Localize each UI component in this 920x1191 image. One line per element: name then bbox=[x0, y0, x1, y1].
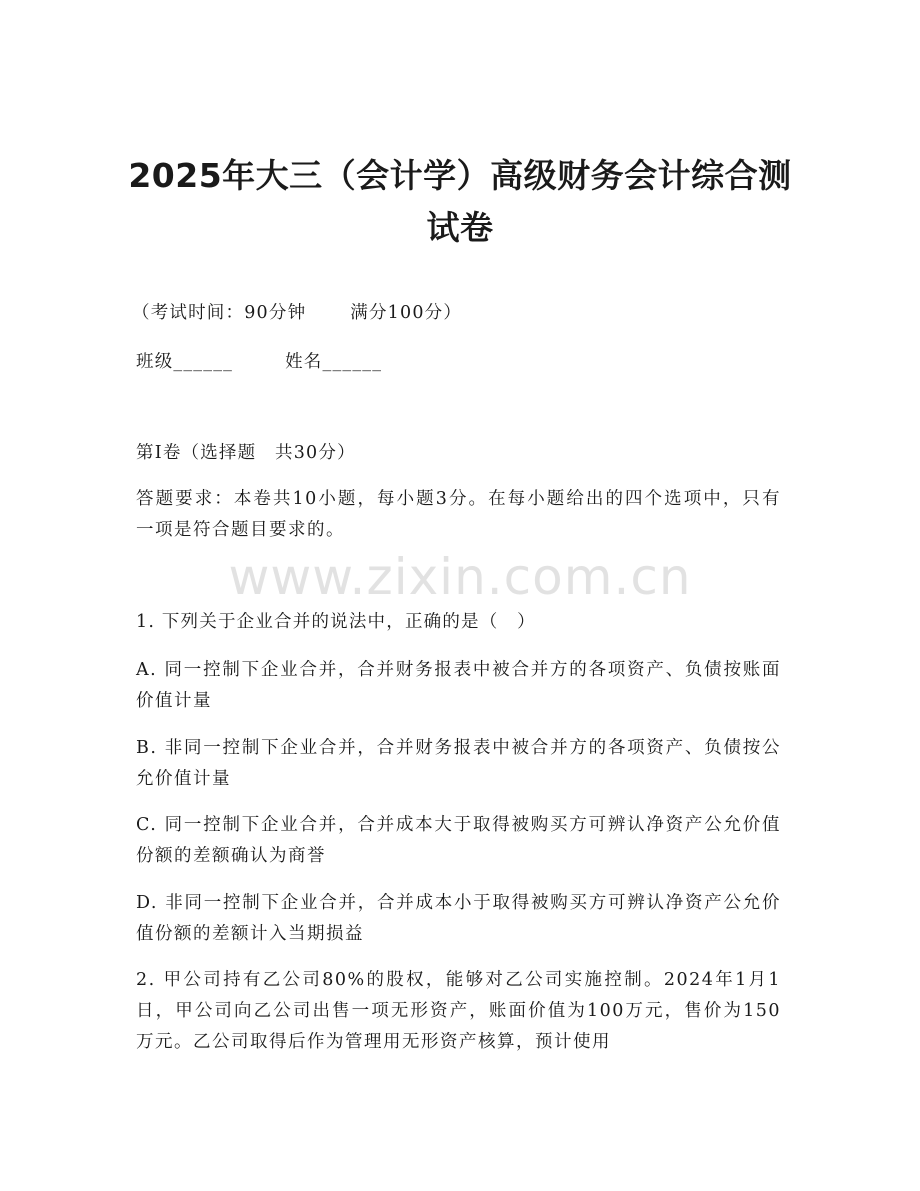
exam-time: （考试时间：90分钟 bbox=[132, 303, 307, 323]
question-1-option-d: D. 非同一控制下企业合并，合并成本小于取得被购买方可辨认净资产公允价值份额的差额计入当期损益 bbox=[136, 893, 781, 944]
section-heading: 第I卷（选择题 共30分） bbox=[136, 443, 356, 463]
question-2-stem: 2. 甲公司持有乙公司80%的股权，能够对乙公司实施控制。2024年1月1日，甲公司向乙公司出售一项无形资产，账面价值为100万元，售价为150万元。乙公司取得后作为管理用无形资产核算，预计使用 bbox=[136, 970, 781, 1052]
question-1-option-a: A. 同一控制下企业合并，合并财务报表中被合并方的各项资产、负债按账面价值计量 bbox=[136, 660, 781, 711]
question-1-option-b: B. 非同一控制下企业合并，合并财务报表中被合并方的各项资产、负债按公允价值计量 bbox=[136, 738, 781, 789]
question-1-option-c: C. 同一控制下企业合并，合并成本大于取得被购买方可辨认净资产公允价值份额的差额确认为商誉 bbox=[136, 815, 781, 866]
student-info bbox=[136, 346, 786, 378]
class-field: 班级______ bbox=[136, 352, 234, 372]
watermark: www.zixin.com.cn bbox=[228, 548, 692, 606]
section-instructions: 答题要求：本卷共10小题，每小题3分。在每小题给出的四个选项中，只有一项是符合题目要求的。 bbox=[136, 489, 781, 540]
exam-full-score: 满分100分） bbox=[350, 303, 463, 323]
exam-info bbox=[132, 297, 782, 329]
name-field: 姓名______ bbox=[285, 352, 383, 372]
question-1-stem: 1. 下列关于企业合并的说法中，正确的是（ ） bbox=[136, 612, 536, 632]
exam-title: 2025年大三（会计学）高级财务会计综合测试卷 bbox=[128, 156, 792, 247]
